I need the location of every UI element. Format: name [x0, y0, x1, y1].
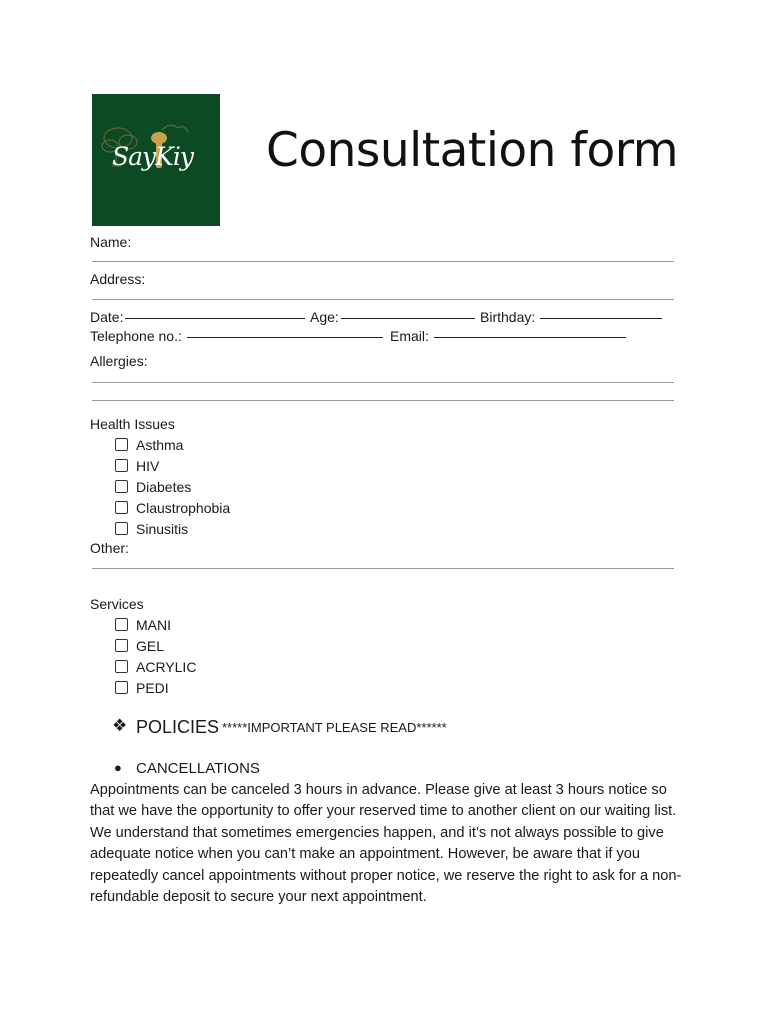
checkbox-pedi[interactable]: [115, 681, 128, 694]
email-label: Email:: [390, 328, 429, 344]
policies-note: *****IMPORTANT PLEASE READ******: [222, 720, 447, 735]
allergies-field-line-1[interactable]: [92, 382, 674, 383]
checkbox-mani[interactable]: [115, 618, 128, 631]
birthday-field[interactable]: [540, 318, 662, 319]
date-label: Date:: [90, 309, 124, 325]
email-field[interactable]: [434, 337, 626, 338]
age-field[interactable]: [341, 318, 475, 319]
telephone-field[interactable]: [187, 337, 383, 338]
cancellations-heading: CANCELLATIONS: [136, 760, 260, 777]
brand-logo: [92, 94, 220, 226]
health-item-asthma: Asthma: [136, 437, 184, 453]
diamond-bullet-icon: ❖: [112, 716, 128, 735]
other-field[interactable]: [92, 568, 674, 569]
birthday-label: Birthday:: [480, 309, 536, 325]
name-label: Name:: [90, 234, 132, 250]
health-item-hiv: HIV: [136, 458, 160, 474]
services-heading: Services: [90, 596, 144, 612]
checkbox-hiv[interactable]: [115, 459, 128, 472]
name-field[interactable]: [92, 261, 674, 262]
service-item-gel: GEL: [136, 638, 165, 654]
policies-heading: POLICIES: [136, 717, 220, 737]
checkbox-asthma[interactable]: [115, 438, 128, 451]
age-label: Age:: [310, 309, 339, 325]
logo-text: SayKiy: [112, 142, 193, 171]
health-item-claustrophobia: Claustrophobia: [136, 500, 231, 516]
address-field[interactable]: [92, 299, 674, 300]
service-item-mani: MANI: [136, 617, 171, 633]
address-label: Address:: [90, 271, 146, 287]
health-item-diabetes: Diabetes: [136, 479, 192, 495]
allergies-label: Allergies:: [90, 353, 148, 369]
service-item-acrylic: ACRYLIC: [136, 659, 197, 675]
bullet-icon: ●: [114, 760, 122, 775]
health-item-sinusitis: Sinusitis: [136, 521, 189, 537]
service-item-pedi: PEDI: [136, 680, 169, 696]
checkbox-diabetes[interactable]: [115, 480, 128, 493]
allergies-field-line-2[interactable]: [92, 400, 674, 401]
checkbox-sinusitis[interactable]: [115, 522, 128, 535]
telephone-label: Telephone no.:: [90, 328, 182, 344]
checkbox-claustrophobia[interactable]: [115, 501, 128, 514]
other-label: Other:: [90, 540, 129, 556]
health-issues-heading: Health Issues: [90, 416, 175, 432]
date-field[interactable]: [125, 318, 305, 319]
page-title: Consultation form: [266, 123, 678, 178]
checkbox-gel[interactable]: [115, 639, 128, 652]
cancellations-text: Appointments can be canceled 3 hours in advance. Please give at least 3 hours notice so that we have the opportunity to offer your reserved time to another client on our waiting list. We understand that sometimes emergencies happen, and it’s not always possible to give adequate notice when you can’t make an appointment. However, be aware that if you repeatedly cancel appointments without proper notice, we reserve the right to ask for a non-refundable deposit to secure your next appointment.: [90, 782, 682, 906]
checkbox-acrylic[interactable]: [115, 660, 128, 673]
